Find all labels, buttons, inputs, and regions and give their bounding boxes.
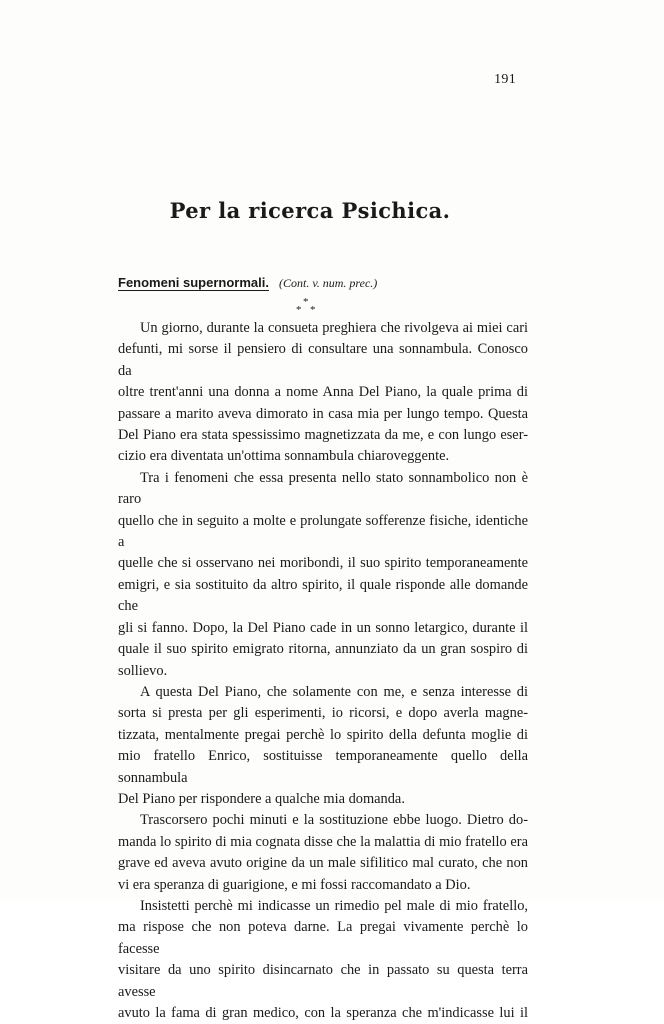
text-line: manda lo spirito di mia cognata disse che la malattia di mio fratello era [118,833,528,850]
section-heading: Fenomeni supernormali. [118,275,269,290]
paragraph [118,896,528,1024]
text-line: ma rispose che non poteva darne. La pregai vivamente perchè lo facesse [118,919,528,957]
asterism-star: * [296,304,302,316]
text-line: Trascorsero pochi minuti e la sostituzione ebbe luogo. Dietro do- [140,812,528,829]
asterism-star: * [310,304,316,316]
text-line: tizzata, mentalmente pregai perchè lo spirito della defunta moglie di [118,726,528,743]
text-line: passare a marito aveva dimorato in casa mia per lungo tempo. Questa [118,405,528,422]
paragraph [118,468,528,682]
continuation-note: (Cont. v. num. prec.) [278,276,378,290]
text-line: avuto la fama di gran medico, con la speranza che m'indicasse lui il [118,1005,528,1021]
text-line: oltre trent'anni una donna a nome Anna Del Piano, la quale prima di [118,384,528,401]
text-line: quello che in seguito a molte e prolungate sofferenze fisiche, identiche a [118,512,528,551]
text-line: defunti, mi sorse il pensiero di consultare una sonnambula. Conosco da [118,341,528,379]
text-line: Un giorno, durante la consueta preghiera che rivolgeva ai miei cari [140,320,528,336]
paragraph [118,682,528,810]
text-line: visitare da uno spirito disincarnato che in passato su questa terra avesse [118,962,528,1000]
text-line: Del Piano per rispondere a qualche mia domanda. [118,790,405,807]
text-line: quale il suo spirito emigrato ritorna, annunziato da un gran sospiro di [118,641,528,658]
section-heading-line [118,274,377,292]
text-line: cizio era diventata un'ottima sonnambula chiaroveggente. [118,448,450,465]
paragraph [118,318,528,468]
paragraph [118,810,528,896]
text-line: sollievo. [118,662,168,679]
asterism-star: * [303,296,309,308]
body-text [118,318,528,1024]
text-line: Insistetti perchè mi indicasse un rimedio pel male di mio fratello, [140,897,528,914]
text-line: mio fratello Enrico, sostituisse temporaneamente quello della sonnambula [118,748,528,786]
text-line: emigri, e sia sostituito da altro spirito, il quale risponde alle domande che [118,576,528,615]
article-title: Per la ricerca Psichica. [169,198,451,223]
text-line: Del Piano era stata spessissimo magnetizzata da me, e con lungo eser- [118,427,528,444]
text-line: A questa Del Piano, che solamente con me, e senza interesse di [140,683,528,700]
text-line: Tra i fenomeni che essa presenta nello stato sonnambolico non è raro [118,469,528,508]
text-line: gli si fanno. Dopo, la Del Piano cade in un sonno letargico, durante il [118,619,528,636]
text-line: sorta si presta per gli esperimenti, io ricorsi, e dopo averla magne- [118,705,528,722]
page-number: 191 [494,72,516,87]
text-line: grave ed aveva avuto origine da un male sifilitico mal curato, che non [118,855,528,872]
text-line: quelle che si osservano nei moribondi, il suo spirito temporaneamente [118,555,528,572]
text-line: vi era speranza di guarigione, e mi fossi raccomandato a Dio. [118,876,471,893]
